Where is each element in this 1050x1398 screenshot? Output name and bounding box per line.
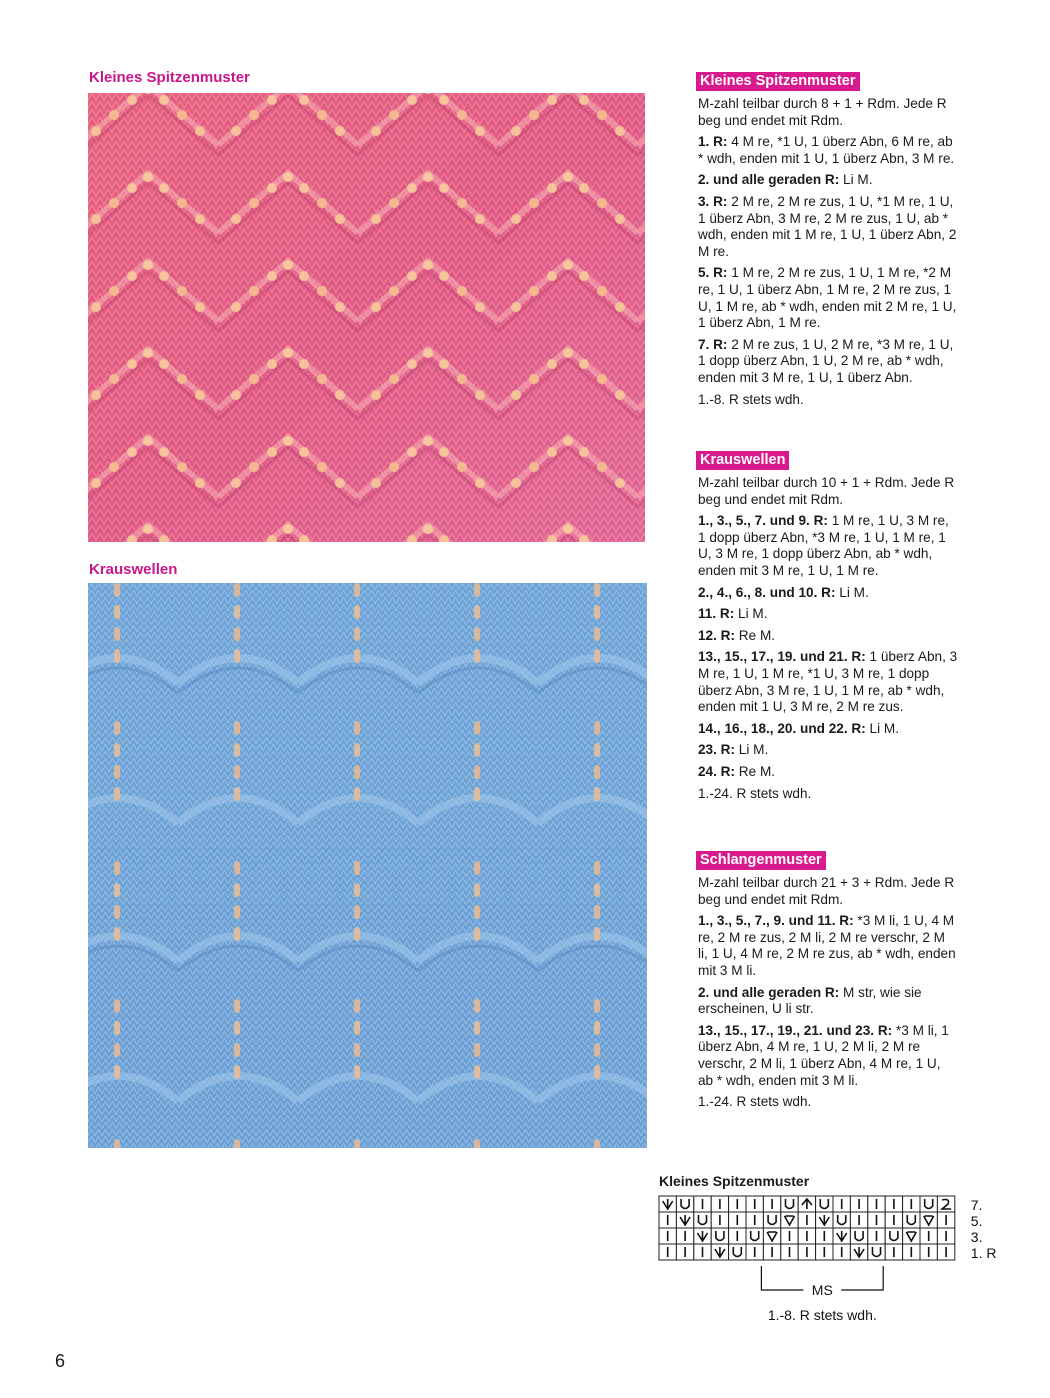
chart-cell — [903, 1212, 920, 1228]
chart-cell — [763, 1212, 780, 1228]
instruction-paragraph: M-zahl teilbar durch 21 + 3 + Rdm. Jede R beg und endet mit Rdm. — [698, 875, 955, 907]
instruction-paragraph: M-zahl teilbar durch 8 + 1 + Rdm. Jede R beg und endet mit Rdm. — [698, 96, 947, 128]
chart-ms-label: MS — [811, 1282, 833, 1298]
chart-cell — [798, 1196, 815, 1212]
chart-cell — [850, 1196, 867, 1212]
instruction-paragraph: 14., 16., 18., 20. und 22. R: Li M. — [698, 720, 899, 736]
chart-cell — [885, 1196, 902, 1212]
knitting-chart — [655, 1190, 1000, 1335]
chart-cell — [885, 1228, 902, 1244]
chart-footnote: 1.-8. R stets wdh. — [767, 1307, 877, 1323]
instruction-paragraph: 1.-24. R stets wdh. — [698, 785, 812, 801]
chart-cell — [920, 1244, 937, 1260]
chart-cell — [833, 1244, 850, 1260]
instruction-paragraph: M-zahl teilbar durch 10 + 1 + Rdm. Jede R beg und endet mit Rdm. — [698, 475, 955, 507]
chart-cell — [763, 1228, 780, 1244]
chart-cell — [676, 1244, 693, 1260]
chart-cell — [920, 1196, 937, 1212]
instruction-paragraph: 1.-24. R stets wdh. — [698, 1094, 812, 1110]
chart-cell — [937, 1228, 954, 1244]
chart-cell — [816, 1196, 833, 1212]
section-kleines-spitzenmuster — [696, 72, 958, 408]
chart-cell — [850, 1212, 867, 1228]
section-krauswellen — [696, 451, 958, 802]
section-heading: Schlangenmuster — [696, 851, 826, 870]
section-heading: Krauswellen — [696, 451, 789, 470]
chart-cell — [676, 1196, 693, 1212]
chart-cell — [659, 1244, 676, 1260]
chart-cell — [868, 1244, 885, 1260]
caption-krauswellen: Krauswellen — [89, 561, 178, 578]
instruction-paragraph: 2. und alle geraden R: M str, wie sie erscheinen, U li str. — [698, 984, 922, 1017]
chart-title: Kleines Spitzenmuster — [659, 1173, 810, 1189]
instruction-paragraph: 2., 4., 6., 8. und 10. R: Li M. — [698, 584, 869, 600]
chart-cell — [781, 1244, 798, 1260]
chart-cell — [850, 1228, 867, 1244]
chart-cell — [746, 1196, 763, 1212]
chart-cell — [746, 1228, 763, 1244]
instruction-paragraph: 1., 3., 5., 7., 9. und 11. R: *3 M li, 1 U, 4 M re, 2 M re zus, 2 M li, 2 M re verschr, 2 M li, 1 U, 4 M re, 2 M re zus, ab * wdh, enden mit 3 M li. — [698, 913, 956, 978]
section-schlangenmuster — [696, 851, 958, 1111]
chart-cell — [711, 1196, 728, 1212]
instruction-paragraph: 23. R: Li M. — [698, 742, 769, 758]
instruction-paragraph: 2. und alle geraden R: Li M. — [698, 172, 873, 188]
chart-cell — [937, 1212, 954, 1228]
instruction-paragraph: 24. R: Re M. — [698, 763, 776, 779]
instruction-paragraph: 1.-8. R stets wdh. — [698, 391, 804, 407]
chart-cell — [885, 1212, 902, 1228]
chart-cell — [781, 1212, 798, 1228]
chart-cell — [920, 1228, 937, 1244]
chart-cell — [729, 1244, 746, 1260]
chart-cell — [711, 1212, 728, 1228]
instruction-paragraph: 3. R: 2 M re, 2 M re zus, 1 U, *1 M re, 1 U, 1 überz Abn, 3 M re, 2 M re zus, 1 U, ab * wdh, enden mit 1 M re, 1 U, 1 überz Abn, 2 M re. — [698, 193, 957, 259]
chart-cell — [937, 1196, 954, 1212]
chart-cell — [798, 1212, 815, 1228]
chart-row-label: 1. R — [970, 1245, 997, 1261]
chart-cell — [868, 1212, 885, 1228]
chart-cell — [850, 1244, 867, 1260]
chart-cell — [694, 1212, 711, 1228]
chart-cell — [746, 1212, 763, 1228]
chart-cell — [798, 1244, 815, 1260]
chart-cell — [711, 1228, 728, 1244]
chart-cell — [816, 1212, 833, 1228]
chart-cell — [903, 1196, 920, 1212]
chart-cell — [937, 1244, 954, 1260]
chart-cell — [833, 1228, 850, 1244]
chart-cell — [781, 1196, 798, 1212]
instruction-paragraph: 12. R: Re M. — [698, 627, 776, 643]
chart-cell — [729, 1228, 746, 1244]
instruction-paragraph: 11. R: Li M. — [698, 606, 768, 622]
chart-row-label: 7. — [970, 1197, 983, 1213]
chart-cell — [659, 1228, 676, 1244]
page-number: 6 — [55, 1351, 66, 1371]
section-heading: Kleines Spitzenmuster — [696, 72, 860, 91]
chart-cell — [868, 1228, 885, 1244]
chart-cell — [729, 1196, 746, 1212]
chart-row-label: 5. — [970, 1213, 983, 1229]
chart-cell — [659, 1212, 676, 1228]
chart-cell — [833, 1212, 850, 1228]
chart-cell — [676, 1228, 693, 1244]
chart-cell — [659, 1196, 676, 1212]
instruction-paragraph: 13., 15., 17., 19., 21. und 23. R: *3 M li, 1 überz Abn, 4 M re, 1 U, 2 M li, 2 M re verschr, 2 M li, 1 überz Abn, 4 M re, 1 U, ab * wdh, enden mit 3 M li. — [698, 1022, 949, 1088]
chart-cell — [729, 1212, 746, 1228]
chart-row-label: 3. — [970, 1229, 983, 1245]
chart-cell — [694, 1244, 711, 1260]
chart-cell — [885, 1244, 902, 1260]
caption-kleines-spitzenmuster: Kleines Spitzenmuster — [89, 69, 250, 86]
chart-cell — [903, 1228, 920, 1244]
instruction-paragraph: 13., 15., 17., 19. und 21. R: 1 überz Abn, 3 M re, 1 U, 1 M re, *1 U, 3 M re, 1 dopp überz Abn, 3 M re, 1 U, 1 M re, ab * wdh, enden mit 1 U, 3 M re, 2 M re zus. — [698, 649, 958, 715]
chart-cell — [903, 1244, 920, 1260]
instruction-paragraph: 1. R: 4 M re, *1 U, 1 überz Abn, 6 M re, ab * wdh, enden mit 1 U, 1 überz Abn, 3 M re. — [698, 134, 955, 166]
chart-cell — [746, 1244, 763, 1260]
instruction-paragraph: 7. R: 2 M re zus, 1 U, 2 M re, *3 M re, 1 U, 1 dopp überz Abn, 1 U, 2 M re, ab * wdh, enden mit 3 M re, 1 U, 1 überz Abn. — [698, 336, 954, 385]
knitting-photo-krauswellen — [88, 583, 647, 1148]
chart-cell — [920, 1212, 937, 1228]
chart-cell — [763, 1244, 780, 1260]
chart-cell — [868, 1196, 885, 1212]
chart-cell — [816, 1244, 833, 1260]
knitting-photo-kleines-spitzenmuster — [88, 93, 645, 542]
chart-cell — [816, 1228, 833, 1244]
chart-cell — [781, 1228, 798, 1244]
chart-cell — [676, 1212, 693, 1228]
chart-cell — [694, 1196, 711, 1212]
chart-cell — [833, 1196, 850, 1212]
instruction-paragraph: 5. R: 1 M re, 2 M re zus, 1 U, 1 M re, *2 M re, 1 U, 1 überz Abn, 1 M re, 2 M re zus, 1 U, 1 M re, ab * wdh, enden mit 2 M re, 1 U, 1 überz Abn, 1 M re. — [698, 265, 957, 331]
instruction-paragraph: 1., 3., 5., 7. und 9. R: 1 M re, 1 U, 3 M re, 1 dopp überz Abn, *3 M re, 1 U, 1 M re, 1 U, 3 M re, 1 dopp überz Abn, ab * wdh, enden mit 3 M re, 1 U, 1 M re. — [698, 513, 949, 578]
chart-cell — [711, 1244, 728, 1260]
chart-cell — [763, 1196, 780, 1212]
chart-cell — [798, 1228, 815, 1244]
chart-cell — [694, 1228, 711, 1244]
